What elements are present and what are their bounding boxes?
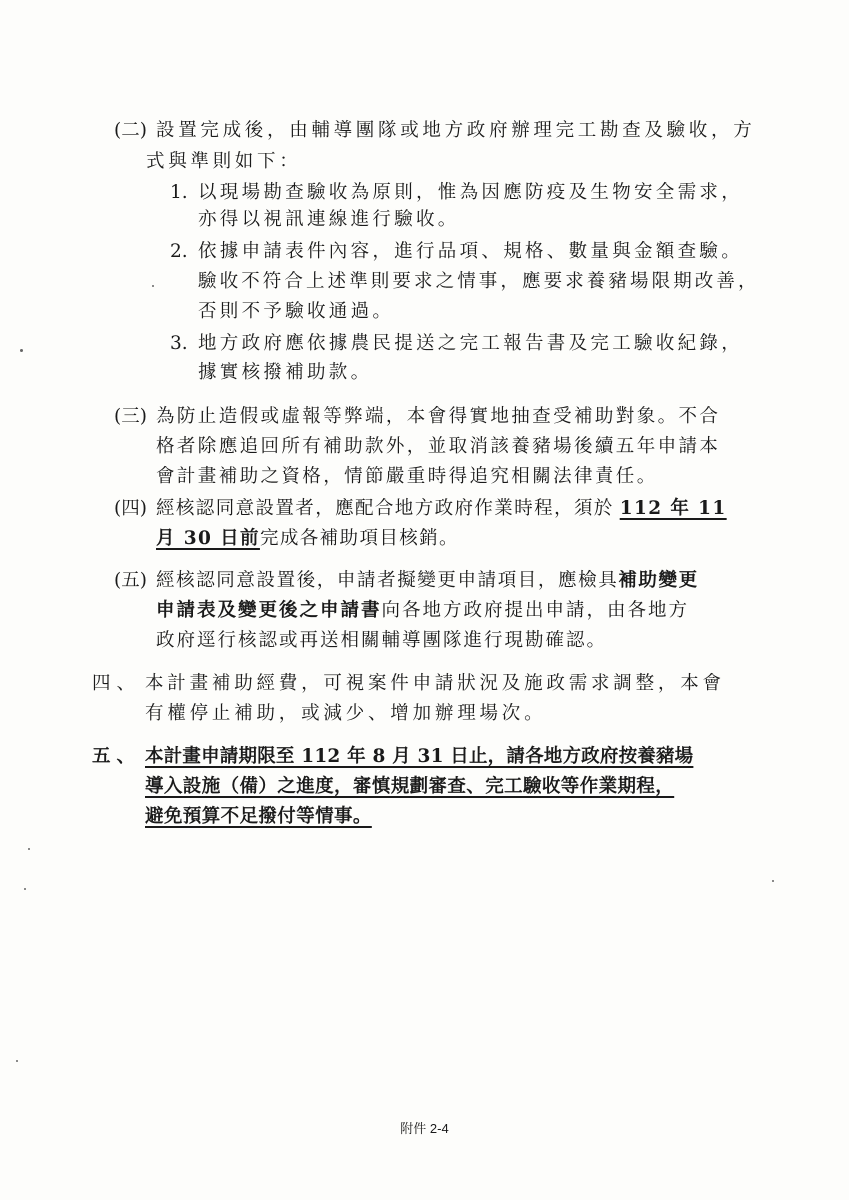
section-5-line-1: 本計畫申請期限至 112 年 8 月 31 日止，請各地方政府按養豬場 (145, 746, 694, 767)
item-3-label: (三) (114, 406, 147, 427)
item-5-line-1 (156, 569, 699, 593)
section-5-line-3: 避免預算不足撥付等情事。 (145, 806, 372, 827)
item-4-deadline-part-2: 月 30 日前 (156, 528, 260, 549)
scan-speck (16, 1060, 18, 1062)
scan-speck (28, 848, 30, 850)
item-5-line-2 (156, 599, 689, 623)
item-4-line-2-text: 完成各補助項目核銷。 (259, 528, 459, 549)
subitem-2-line-2: 驗收不符合上述準則要求之情事，應要求養豬場限期改善， (198, 271, 760, 292)
item-5-line-1-text: 經核認同意設置後，申請者擬變更申請項目，應檢具 (156, 570, 619, 591)
subitem-2-line-1: 依據申請表件內容，進行品項、規格、數量與金額查驗。 (198, 241, 744, 262)
item-2-label: (二) (114, 120, 147, 141)
item-5-bold-2: 申請表及變更後之申請書 (156, 600, 382, 621)
scan-speck (772, 880, 774, 882)
item-4-line-1-text: 經核認同意設置者，應配合地方政府作業時程，須於 (156, 498, 614, 519)
item-3-line-1: 為防止造假或虛報等弊端，本會得實地抽查受補助對象。不合 (156, 406, 721, 427)
scan-speck (24, 888, 26, 890)
item-3-line-3: 會計畫補助之資格，情節嚴重時得追究相關法律責任。 (156, 466, 658, 487)
item-5-bold-1: 補助變更 (618, 570, 699, 591)
subitem-3-line-2: 據實核撥補助款。 (198, 362, 373, 383)
section-4-line-1: 本計畫補助經費，可視案件申請狀況及施政需求調整，本會 (145, 673, 725, 694)
section-5-line-2: 導入設施（備）之進度，審慎規劃審查、完工驗收等作業期程， (145, 776, 675, 797)
section-4-label: 四、 (92, 673, 142, 694)
item-4-line-1 (156, 497, 727, 521)
subitem-2-num: 2. (170, 241, 188, 262)
item-3-line-2: 格者除應追回所有補助款外，並取消該養豬場後續五年申請本 (156, 436, 721, 457)
item-5-line-2-text: 向各地方政府提出申請，由各地方 (381, 600, 690, 621)
page-footer: 附件 2-4 (400, 1121, 449, 1136)
subitem-1-num: 1. (170, 182, 188, 203)
item-4-line-2 (156, 527, 459, 551)
scan-speck (20, 349, 23, 352)
item-4-deadline-part-1: 112 年 11 (619, 498, 727, 519)
section-4-line-2: 有權停止補助，或減少、增加辦理場次。 (145, 703, 547, 724)
scan-speck (152, 285, 154, 287)
item-2-line-1: 設置完成後，由輔導團隊或地方政府辦理完工勘查及驗收，方 (156, 120, 756, 141)
subitem-3-num: 3. (170, 333, 188, 354)
item-5-label: (五) (114, 570, 147, 591)
subitem-2-line-3: 否則不予驗收通過。 (198, 301, 395, 322)
subitem-3-line-1: 地方政府應依據農民提送之完工報告書及完工驗收紀錄， (198, 333, 744, 354)
subitem-1-line-2: 亦得以視訊連線進行驗收。 (198, 209, 460, 230)
item-4-label: (四) (114, 498, 147, 519)
section-5-label: 五、 (92, 746, 142, 767)
item-5-line-3: 政府逕行核認或再送相關輔導團隊進行現勘確認。 (156, 630, 608, 651)
subitem-1-line-1: 以現場勘查驗收為原則，惟為因應防疫及生物安全需求， (198, 182, 744, 203)
item-2-line-2: 式與準則如下： (146, 151, 302, 172)
